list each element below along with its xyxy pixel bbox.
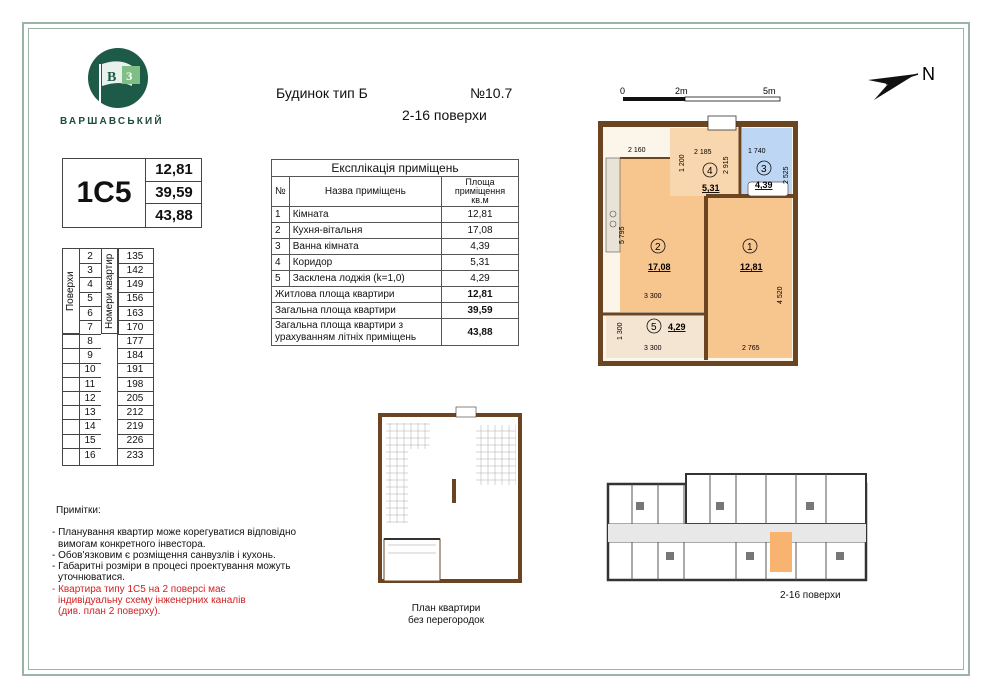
total-name: Загальна площа квартири з урахуванням літніх приміщень [272, 319, 442, 346]
floor-number: 5 [87, 293, 93, 305]
dim-label: 2 185 [694, 149, 712, 156]
room-num: 5 [272, 271, 290, 287]
floor-number: 10 [84, 364, 96, 376]
row-divider [63, 419, 101, 420]
floor-plan-overview [606, 472, 868, 584]
total-area-summer: 43,88 [155, 206, 193, 224]
note-red-line: (див. план 2 поверху). [58, 606, 161, 618]
total-area: 12,81 [442, 287, 519, 303]
note-line: - Габаритні розміри в процесі проектування можуть [52, 561, 291, 573]
house-type: Будинок тип Б [276, 85, 368, 101]
plan-label-line: без перегородок [408, 615, 485, 626]
apartment-number: 156 [126, 293, 144, 305]
apartment-plan [598, 104, 798, 366]
floor-number: 15 [84, 435, 96, 447]
row-divider [63, 334, 101, 335]
room-area: 12,81 [442, 207, 519, 223]
scale-bar [620, 86, 790, 106]
room-4-num: 4 [707, 166, 713, 177]
room-num: 4 [272, 255, 290, 271]
row-divider [117, 419, 153, 420]
notes [52, 505, 296, 618]
dim-label: 1 740 [748, 148, 766, 155]
scale-end: 5m [763, 86, 776, 96]
apartment-number: 163 [126, 307, 144, 319]
dim-label: 2 765 [742, 345, 760, 352]
table-row [272, 271, 519, 287]
room-name: Кухня-вітальня [289, 223, 441, 239]
floor-number: 7 [87, 321, 93, 333]
room-5-num: 5 [651, 322, 657, 333]
floor-number: 11 [84, 378, 96, 390]
room-3-num: 3 [761, 164, 767, 175]
col-num-header: № [272, 177, 290, 207]
room-num: 2 [272, 223, 290, 239]
dim-label: 3 300 [644, 293, 662, 300]
apartment-number: 149 [126, 279, 144, 291]
north-arrow-icon [866, 62, 956, 106]
room-name: Засклена лоджія (k=1,0) [289, 271, 441, 287]
dim-label: 5 795 [619, 226, 626, 244]
total-area: 43,88 [442, 319, 519, 346]
row-divider [63, 363, 101, 364]
row-divider [63, 348, 101, 349]
north-letter: N [922, 64, 935, 84]
explication-table [271, 159, 519, 346]
room-area: 4,29 [442, 271, 519, 287]
row-divider [117, 348, 153, 349]
logo-letter-z: З [126, 69, 133, 83]
row-divider [117, 434, 153, 435]
row-divider [63, 391, 101, 392]
dim-label: 3 300 [644, 345, 662, 352]
project-number: №10.7 [470, 85, 513, 101]
total-name: Загальна площа квартири [272, 303, 442, 319]
table-row [272, 207, 519, 223]
apartment-number: 191 [126, 364, 144, 376]
floor-number: 8 [87, 335, 93, 347]
row-divider [117, 306, 153, 307]
row-divider [117, 363, 153, 364]
room-num: 1 [272, 207, 290, 223]
brand-name: ВАРШАВСЬКИЙ [60, 116, 164, 127]
row-divider [117, 377, 153, 378]
room-name: Кімната [289, 207, 441, 223]
apartment-areas [145, 159, 202, 227]
dim-label: 2 915 [723, 156, 730, 174]
apartment-number: 212 [126, 406, 144, 418]
room-2-num: 2 [655, 242, 661, 253]
dim-label: 2 525 [783, 166, 790, 184]
room-num: 3 [272, 239, 290, 255]
apartment-number: 170 [126, 321, 144, 333]
floors-header: Поверхи [65, 271, 76, 311]
logo-letter-v: В [107, 70, 117, 85]
total-row [272, 319, 519, 346]
room-1-area: 12,81 [740, 262, 763, 272]
apartment-number: 184 [126, 350, 144, 362]
room-1-fill [708, 198, 792, 358]
apartment-code: 1C5 [76, 176, 132, 209]
floor-number: 16 [84, 449, 96, 461]
row-divider [63, 377, 101, 378]
room-area: 4,39 [442, 239, 519, 255]
room-name: Коридор [289, 255, 441, 271]
note-line: - Планування квартир може корегуватися відповідно [52, 527, 297, 539]
dim-label: 1 200 [679, 154, 686, 172]
scale-mid: 2m [675, 86, 688, 96]
room-area: 17,08 [442, 223, 519, 239]
room-name: Ванна кімната [289, 239, 441, 255]
explication-title: Експлікація приміщень [272, 160, 519, 177]
floor-number: 12 [84, 392, 96, 404]
col-area-header: Площа приміщення кв.м [442, 177, 519, 207]
row-divider [117, 391, 153, 392]
entrance-door [708, 116, 736, 130]
apartment-number: 226 [126, 435, 144, 447]
dim-label: 2 160 [628, 147, 646, 154]
row-divider [79, 263, 101, 264]
floor-number: 9 [87, 350, 93, 362]
col-name-header: Назва приміщень [289, 177, 441, 207]
total-area: 39,59 [442, 303, 519, 319]
apartment-number: 142 [126, 264, 144, 276]
plan-label-line: План квартири [411, 603, 481, 614]
dim-label: 4 520 [777, 286, 784, 304]
floor-plan-label: 2-16 поверхи [780, 590, 841, 601]
kitchen-counter [606, 158, 620, 252]
apartment-number: 177 [126, 335, 144, 347]
dim-label: 1 300 [617, 322, 624, 340]
row-divider [117, 292, 153, 293]
floors-table [62, 248, 154, 466]
note-line: вимогам конкретного інвестора. [58, 538, 206, 550]
apartment-number: 198 [126, 378, 144, 390]
plan-without-partitions-label [408, 603, 484, 627]
floor-number: 6 [87, 307, 93, 319]
total-row [272, 303, 519, 319]
room-5-area: 4,29 [668, 322, 686, 332]
floor-number: 14 [84, 421, 96, 433]
table-row [272, 239, 519, 255]
row-divider [79, 306, 101, 307]
row-divider [79, 292, 101, 293]
scale-zero: 0 [620, 86, 626, 96]
floor-number: 2 [87, 250, 93, 262]
row-divider [117, 334, 153, 335]
row-divider [63, 405, 101, 406]
floor-number: 3 [87, 264, 93, 276]
floors-range: 2-16 поверхи [402, 107, 487, 123]
row-divider [63, 448, 101, 449]
apartment-code-box [62, 158, 202, 228]
row-divider [79, 277, 101, 278]
room-4-area: 5,31 [702, 183, 720, 193]
table-row [272, 223, 519, 239]
note-red-line: - Квартира типу 1C5 на 2 поверсі має [52, 583, 226, 595]
plan-without-partitions [376, 403, 524, 583]
room-2-area: 17,08 [648, 262, 671, 272]
floor-number: 13 [84, 406, 96, 418]
note-red-line: індивідуальну схему інженерних каналів [58, 595, 246, 607]
row-divider [117, 263, 153, 264]
living-area: 12,81 [146, 159, 202, 182]
row-divider [117, 320, 153, 321]
row-divider [117, 448, 153, 449]
notes-title: Примітки: [56, 505, 101, 516]
floor-number: 4 [87, 279, 93, 291]
row-divider [117, 405, 153, 406]
room-3-area: 4,39 [755, 180, 773, 190]
room-1-num: 1 [747, 242, 753, 253]
apartment-number: 233 [126, 449, 144, 461]
row-divider [63, 434, 101, 435]
total-row [272, 287, 519, 303]
note-line: уточнюватися. [58, 572, 125, 584]
apartment-number: 205 [126, 392, 144, 404]
row-divider [79, 320, 101, 321]
apartment-number: 219 [126, 421, 144, 433]
note-line: - Обов'язковим є розміщення санвузлів і кухонь. [52, 549, 276, 561]
row-divider [117, 277, 153, 278]
apartment-number: 135 [126, 250, 144, 262]
apt-numbers-header: Номери квартир [104, 253, 115, 329]
floors-header-cell [63, 249, 80, 334]
table-row [272, 255, 519, 271]
room-area: 5,31 [442, 255, 519, 271]
total-name: Житлова площа квартири [272, 287, 442, 303]
total-area: 39,59 [146, 182, 202, 205]
